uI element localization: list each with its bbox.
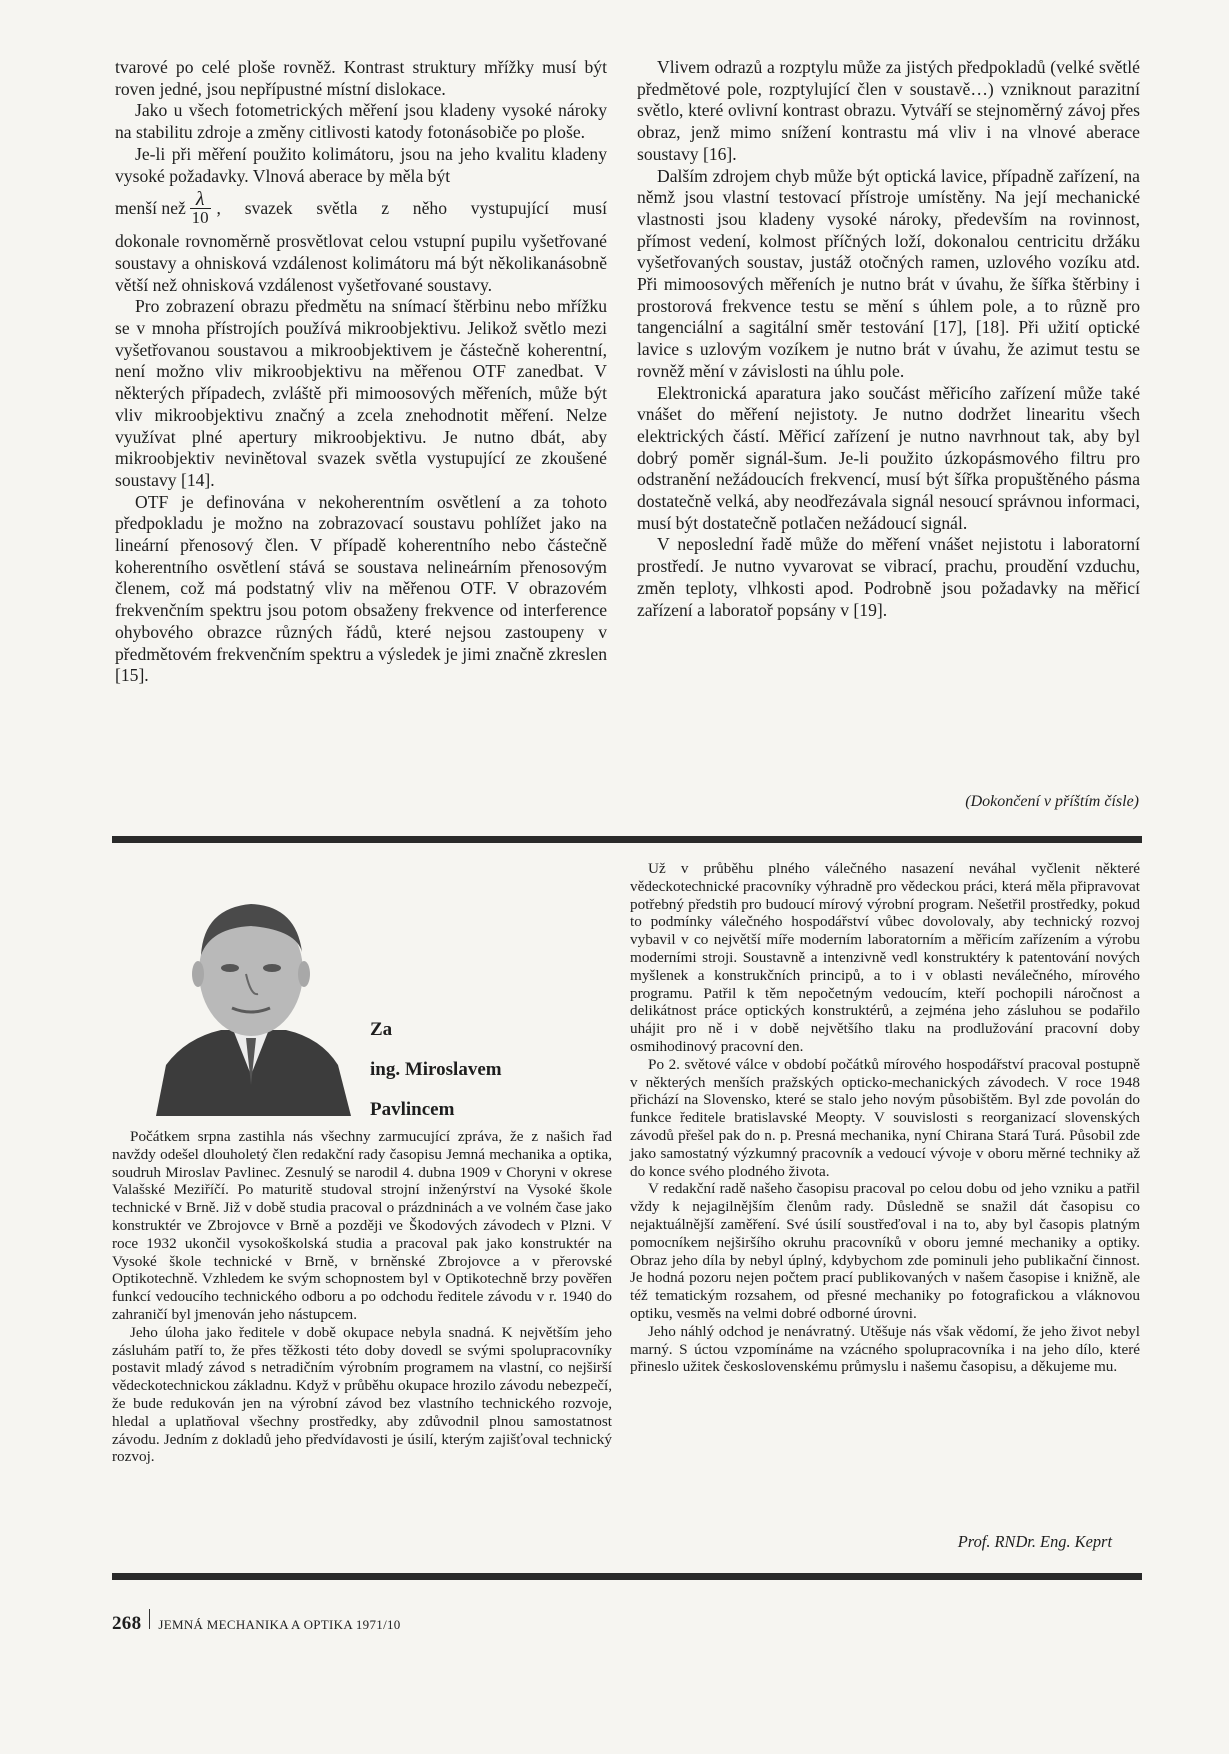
obituary-title-line: Pavlincem bbox=[370, 1099, 455, 1120]
footer-divider bbox=[112, 1573, 1142, 1580]
article-paragraph: tvarové po celé ploše rovněž. Kontrast struktury mřížky musí být roven jedné, jsou nepřípustné místní dislokace. bbox=[115, 57, 607, 99]
obituary-paragraph: Už v průběhu plného válečného nasazení neváhal vyčlenit některé vědeckotechnické pracovníky výhradně pro vědeckou práci, která měla připravovat potřebný předstih pro budoucí mírový výrobní program. Nešetřil prostředky, pokud to podmínky válečného hospodářství vůbec dovolovaly, aby technický rozvoj vybavil v co největší míře moderním laboratorním a měřicím zařízením a výrobu moderními stroji. Soustavně a intenzivně vedl konstruktéry k patentování nových myšlenek a konstrukčních principů, a to i v oblasti neválečného, mírového programu. Patřil k těm nepočetným vedoucím, kteří pochopili náročnost a delikátnost práce optických konstruktérů, a zejména jeho zásluhou se podařilo uhájit pro ně i v době největšího tlaku na prodlužování pracovní doby osmihodinový pracovní den. bbox=[630, 860, 1140, 1055]
fraction-suffix: , svazek světla z něho vystupující musí bbox=[216, 197, 607, 218]
fraction-numerator: λ bbox=[190, 190, 211, 209]
continuation-note: (Dokončení v příštím čísle) bbox=[965, 793, 1139, 810]
article-paragraph: dokonale rovnoměrně prosvětlovat celou vstupní pupilu vyšetřované soustavy a ohnisková vzdálenost kolimátoru má být několikanásobně větší než ohnisková vzdálenost vyšetřované soustavy. bbox=[115, 231, 607, 295]
article-paragraph: Dalším zdrojem chyb může být optická lavice, případně zařízení, na němž jsou vlastní testovací přístroje umístěny. Na její mechanické vlastnosti jsou kladeny vysoké nároky, především na rovinnost, přímost vedení, kolmost příčných loží, dokonalou centricitu držáku vyšetřovaných soustav, justáž otočných ramen, uzlového vozíku atd. Při mimoosových měřeních je nutno brát v úvahu, že šířka štěrbiny i prostorová frekvence testu se mění s úhlem pole, a to různě pro tangenciální a sagitální směr testování [17], [18]. Při užití optické lavice s uzlovým vozíkem je nutno brát v úvahu, že azimut testu se rovněž mění v závislosti na úhlu pole. bbox=[637, 165, 1140, 381]
fraction-denominator: 10 bbox=[191, 208, 209, 228]
article-paragraph: V neposlední řadě může do měření vnášet nejistotu i laboratorní prostředí. Je nutno vyvarovat se vibrací, prachu, proudění vzduchu, změn teploty, vlhkosti apod. Podrobně jsou požadavky na měřicí zařízení a laboratoř popsány v [19]. bbox=[637, 534, 1140, 620]
section-divider bbox=[112, 836, 1142, 843]
article-paragraph: Vlivem odrazů a rozptylu může za jistých předpokladů (velké světlé předmětové pole, rozptylující člen v soustavě…) vzniknout parazitní světlo, které ovlivní kontrast obrazu. Vytváří se stejnoměrný závoj přes obraz, jenž mimo snížení kontrastu má vliv i na vlnové aberace soustavy [16]. bbox=[637, 57, 1140, 164]
obituary-paragraph: Jeho úloha jako ředitele v době okupace nebyla snadná. K největším jeho zásluhám patří to, že přes těžkosti této doby dovedl se svými spolupracovníky postavit mladý závod s netradičním výrobním programem na vlastní, co nejširší vědeckotechnickou základnu. Když v průběhu okupace hrozilo závodu nebezpečí, že bude redukován jen na výrobní závod bez vlastního technického rozvoje, hledal a uplatňoval všechny prostředky, aby zdůvodnil plnou samostatnost závodu. Jedním z dokladů jeho předvídavosti je úsilí, kterým zajišťoval technický rozvoj. bbox=[112, 1323, 612, 1466]
article-paragraph: OTF je definována v nekoherentním osvětlení a za tohoto předpokladu je možno na zobrazovací soustavu pohlížet jako na lineární přenosový člen. V případě koherentního nebo částečně koherentního osvětlení stává se soustava nelineárním přenosovým členem, což má podstatný vliv na měřenou OTF. V obrazovém frekvenčním spektru jsou potom obsaženy frekvence od interference ohybového obrazce různých řádů, které nejsou zastoupeny v předmětovém frekvenčním spektru a výsledek je jimi značně zkreslen [15]. bbox=[115, 491, 607, 686]
article-right-column bbox=[637, 57, 1140, 621]
footer-separator bbox=[149, 1609, 150, 1629]
obituary-paragraph: Jeho náhlý odchod je nenávratný. Utěšuje nás však vědomí, že jeho život nebyl marný. S úctou vzpomínáme na vzácného spolupracovníka i na jeho dílo, které přineslo užitek československému průmyslu i našemu časopisu, a děkujeme mu. bbox=[630, 1322, 1140, 1376]
portrait-photo bbox=[146, 870, 356, 1116]
article-paragraph: Je-li při měření použito kolimátoru, jsou na jeho kvalitu kladeny vysoké požadavky. Vlnová aberace by měla být bbox=[115, 143, 607, 186]
obituary-paragraph: Po 2. světové válce v období počátků mírového hospodářství pracoval postupně v některých menších pražských opticko-mechanických závodech. V roce 1948 přichází na Slovensko, které se stalo jeho novým působištěm. Byl zde povolán do funkce ředitele bratislavské Meopty. V souvislosti s reorganizací slovenských závodů přešel pak do n. p. Presná mechanika, nyní Chirana Stará Turá. Působil zde jako samostatný výzkumný pracovník a vedoucí vývoje v oboru měrné techniky až do konce svého plodného života. bbox=[630, 1055, 1140, 1180]
page-footer bbox=[112, 1609, 401, 1635]
fraction-lambda-over-10 bbox=[190, 190, 211, 227]
obituary-paragraph: Počátkem srpna zastihla nás všechny zarmucující zpráva, že z našich řad navždy odešel dlouholetý člen redakční rady časopisu Jemná mechanika a optika, soudruh Miroslav Pavlinec. Zesnulý se narodil 4. dubna 1909 v Choryni v okrese Valašské Meziříčí. Po maturitě studoval strojní inženýrství na Vysoké škole technické v Brně. Již v době studia pracoval o prázdninách a ve volném čase jako konstruktér ve Zbrojovce v Brně a později ve Škodových závodech v Plzni. V roce 1932 ukončil vysokoškolská studia a pracoval pak jako konstruktér na Vysoké škole technické v Brně, v brněnské Zbrojovce a v přerovské Optikotechně. Vzhledem ke svým schopnostem byl v Optikotechně brzy pověřen funkcí vedoucího technického odboru a po odchodu ředitele závodu v r. 1940 do zahraničí byl jmenován jeho nástupcem. bbox=[112, 1128, 612, 1323]
obituary-signature: Prof. RNDr. Eng. Keprt bbox=[957, 1532, 1112, 1551]
article-paragraph: Jako u všech fotometrických měření jsou kladeny vysoké nároky na stabilitu zdroje a změny citlivosti katody fotonásobiče po ploše. bbox=[115, 100, 607, 143]
obituary-title-line: ing. Miroslavem bbox=[370, 1059, 502, 1080]
article-paragraph: Pro zobrazení obrazu předmětu na snímací štěrbinu nebo mřížku se v mnoha přístrojích používá mikroobjektivu. Jelikož světlo mezi vyšetřovanou soustavou a mikroobjektivem je částečně koherentní, není možno vliv mikroobjektivu na měřenou OTF zanedbat. V některých případech, zvláště při mimoosových měřeních, může být vliv mikroobjektivu značný a zcela znehodnotit měření. Nelze využívat plné apertury mikroobjektivu. Je nutno dbát, aby mikroobjektiv nevinětoval svazek světla vystupující ze zkoušené soustavy [14]. bbox=[115, 296, 607, 490]
obituary-title-line: Za bbox=[370, 1019, 393, 1040]
obituary-paragraph: V redakční radě našeho časopisu pracoval po celou dobu od jeho vzniku a patřil vždy k nejagilnějším členům rady. Důsledně se snažil dát časopisu co nejaktuálnější zaměření. Své úsilí soustřeďoval i na to, aby byl časopis platným pomocníkem nejširšího okruhu pracovníků v oboru jemné mechaniky a optiky. Obraz jeho díla by nebyl úplný, kdybychom zde pominuli jeho publikační činnost. Je hodná pozoru nejen počtem prací publikovaných v našem časopise i knižně, ale též tematickým rozsahem, od přesné mechaniky po fotografickou a vláknovou optiku, vesměs na velmi dobré odborné úrovni. bbox=[630, 1180, 1140, 1322]
fraction-line bbox=[115, 190, 607, 227]
article-paragraph: Elektronická aparatura jako součást měřicího zařízení může také vnášet do měření nejistoty. Je nutno dodržet linearitu všech elektrických částí. Měřicí zařízení je nutno navrhnout tak, aby byl dobrý poměr signál-šum. Je-li použito úzkopásmového filtru pro odstranění nežádoucích frekvencí, musí být šířka propuštěného pásma dostatečně velká, aby neodřezávala signál nesoucí správnou informaci, musí být dostatečně potlačen nežádoucí signál. bbox=[637, 382, 1140, 533]
obituary-title bbox=[370, 1010, 502, 1130]
fraction-prefix: menší než bbox=[115, 197, 186, 218]
obituary-right-column bbox=[630, 860, 1140, 1376]
obituary-left-column bbox=[112, 1128, 612, 1466]
article-left-column bbox=[115, 57, 607, 687]
page-number: 268 bbox=[112, 1613, 142, 1634]
journal-name: JEMNÁ MECHANIKA A OPTIKA 1971/10 bbox=[158, 1617, 401, 1632]
